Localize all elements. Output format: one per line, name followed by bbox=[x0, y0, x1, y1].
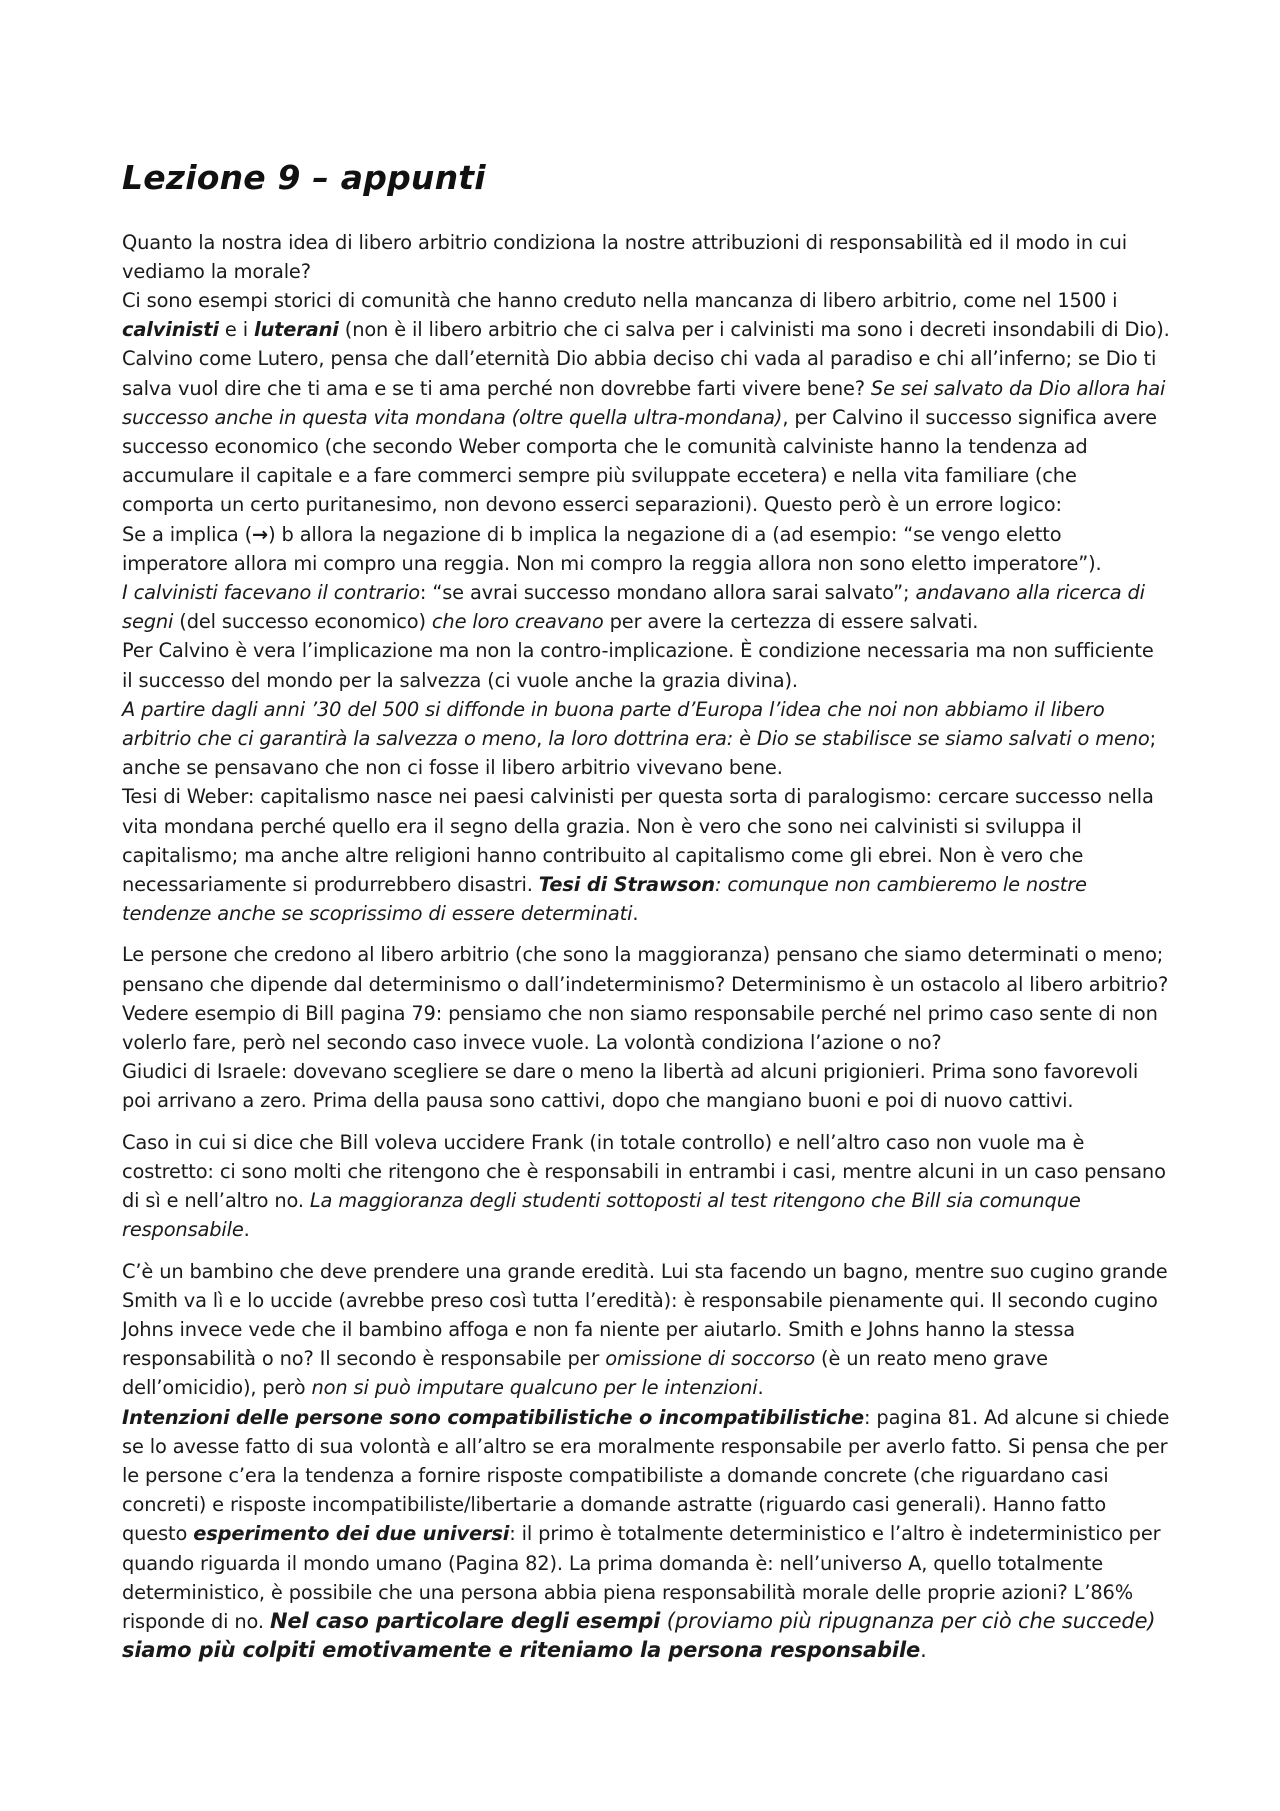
emphasis-caso-particolare: Nel caso particolare degli esempi bbox=[269, 1608, 661, 1633]
italic-run: non si può imputare qualcuno per le intenzioni bbox=[311, 1376, 758, 1400]
text-run: Caso in cui si dice che Bill voleva uccidere Frank (in totale controllo) e nell’altro caso non vuole ma è costretto: ci sono molti che ritengono che è responsabili in entrambi i casi, mentre alcuni in un caso pensano di sì e nell’altro no. bbox=[122, 1130, 1166, 1213]
text-run: : pagina 81. Ad alcune si chiede se lo avesse fatto di sua volontà e all’altro se era moralmente responsabile per averlo fatto. Si pensa che per le persone c’era la tendenza a fornire risposte compatibiliste a domande concrete (che riguardano casi concreti) e risposte incompatibiliste/libertarie a domande astratte (riguardo casi generali). Hanno fatto questo bbox=[122, 1405, 1170, 1546]
text-run: Per Calvino è vera l’implicazione ma non la contro-implicazione. È condizione necessaria ma non sufficiente il successo del mondo per la salvezza (ci vuole anche la grazia divina). bbox=[122, 639, 1154, 692]
text-run: : il primo è totalmente deterministico e l’altro è indeterministico per quando riguarda il mondo umano (Pagina 82). La prima domanda è: nell’universo A, quello totalmente deterministico, è possibile che una persona abbia piena responsabilità morale delle proprie azioni? L’86% risponde di no. bbox=[122, 1522, 1161, 1633]
emphasis-luterani: luterani bbox=[253, 318, 339, 342]
paragraph-two-universes bbox=[122, 1257, 1170, 1666]
text-run: e i bbox=[218, 318, 254, 342]
emphasis-strawson: Tesi di Strawson bbox=[538, 873, 715, 897]
emphasis-esperimento: esperimento dei due universi bbox=[193, 1522, 510, 1546]
paragraph-calvinism bbox=[122, 228, 1170, 929]
italic-run: omissione di soccorso bbox=[605, 1347, 816, 1371]
text-run: (non è il libero arbitrio che ci salva per i calvinisti ma sono i decreti insondabili di Dio). bbox=[338, 318, 1170, 342]
italic-run: andavano alla ricerca di segni bbox=[122, 581, 1145, 634]
text-run: . bbox=[920, 1638, 927, 1663]
paragraph-free-will bbox=[122, 940, 1170, 1115]
text-run: ; anche se pensavano che non ci fosse il libero arbitrio vivevano bene. bbox=[122, 727, 1156, 780]
text-run: Le persone che credono al libero arbitrio (che sono la maggioranza) pensano che siamo determinati o meno; pensano che dipende dal determinismo o dall’indeterminismo? Determinismo è un ostacolo al libero arbitrio? Vedere esempio di Bill pagina 79: pensiamo che non siamo responsabile perché nel primo caso sente di non volerlo fare, però nel secondo caso invece vuole. La volontà condiziona l’azione o no? bbox=[122, 943, 1169, 1055]
text-run: . bbox=[757, 1376, 764, 1400]
text-run: , per Calvino il successo significa avere successo economico (che secondo Weber comporta che le comunità calviniste hanno la tendenza ad accumulare il capitale e a fare commerci sempre più sviluppate eccetera) e nella vita familiare (che comporta un certo puritanesimo, non devono esserci separazioni). Questo però è un errore logico: bbox=[122, 405, 1157, 517]
text-run: Giudici di Israele: dovevano scegliere se dare o meno la libertà ad alcuni prigionieri. Prima sono favorevoli poi arrivano a zero. Prima della pausa sono cattivi, dopo che mangiano buoni e poi di nuovo cattivi. bbox=[122, 1060, 1139, 1113]
text-run: Calvino come Lutero, pensa che dall’eternità Dio abbia deciso chi vada al paradiso e chi all’inferno; se Dio ti salva vuol dire che ti ama e se ti ama perché non dovrebbe farti vivere bene? bbox=[122, 347, 1157, 400]
text-run: (è un reato meno grave dell’omicidio), però bbox=[122, 1347, 1048, 1400]
text-run: C’è un bambino che deve prendere una grande eredità. Lui sta facendo un bagno, mentre suo cugino grande Smith va lì e lo uccide (avrebbe preso così tutta l’eredità): è responsabile pienamente qui. Il secondo cugino Johns invece vede che il bambino affoga e non fa niente per aiutarlo. Smith e Johns hanno la stessa responsabilità o no? Il secondo è responsabile per bbox=[122, 1259, 1168, 1371]
emphasis-intenzioni: Intenzioni delle persone sono compatibilistiche o incompatibilistiche bbox=[122, 1405, 865, 1429]
paragraph-bill-frank bbox=[122, 1128, 1170, 1245]
page-title: Lezione 9 – appunti bbox=[122, 158, 486, 197]
emphasis-conclusion: siamo più colpiti emotivamente e riteniamo la persona responsabile bbox=[122, 1638, 921, 1663]
italic-run: che loro creavano bbox=[431, 610, 604, 634]
text-run: Quanto la nostra idea di libero arbitrio condiziona la nostre attribuzioni di responsabilità ed il modo in cui vediamo la morale? bbox=[122, 230, 1127, 283]
text-run: per avere la certezza di essere salvati. bbox=[603, 610, 979, 634]
text-run: Tesi di Weber: capitalismo nasce nei paesi calvinisti per questa sorta di paralogismo: cercare successo nella vita mondana perché quello era il segno della grazia. Non è vero che sono nei calvinisti si sviluppa il capitalismo; ma anche altre religioni hanno contribuito al capitalismo come gli ebrei. Non è vero che necessariamente si produrrebbero disastri. bbox=[122, 785, 1154, 897]
text-run: Ci sono esempi storici di comunità che hanno creduto nella mancanza di libero arbitrio, come nel 1500 i bbox=[122, 289, 1118, 312]
text-run: : “se avrai successo mondano allora sarai salvato”; bbox=[419, 581, 916, 605]
italic-run: La maggioranza degli studenti sottoposti al test ritengono che Bill sia comunque responsabile bbox=[122, 1189, 1081, 1242]
text-run: , bbox=[536, 727, 549, 751]
text-run: Se a implica ( bbox=[122, 522, 252, 546]
text-run: (del successo economico) bbox=[173, 610, 432, 634]
text-run: . bbox=[632, 902, 639, 926]
italic-run: la loro dottrina era: è Dio se stabilisce se siamo salvati o meno bbox=[548, 727, 1150, 751]
text-run: ) b allora la negazione di b implica la negazione di a (ad esempio: “se vengo eletto imperatore allora mi compro una reggia. Non mi compro la reggia allora non sono eletto imperatore”). bbox=[122, 522, 1102, 575]
italic-run: A partire dagli anni ’30 del 500 si diffonde in buona parte d’Europa l’idea che noi non abbiamo il libero arbitrio che ci garantirà la salvezza o meno bbox=[122, 697, 1105, 751]
italic-run: I calvinisti facevano il contrario bbox=[122, 581, 420, 605]
italic-run: (proviamo più ripugnanza per ciò che succede) bbox=[660, 1608, 1156, 1633]
italic-run: Se sei salvato da Dio allora hai successo anche in questa vita mondana (oltre quella ultra-mondana) bbox=[122, 376, 1166, 429]
italic-run: : comunque non cambieremo le nostre tendenze anche se scoprissimo di essere determinati bbox=[122, 873, 1087, 926]
arrow-icon: → bbox=[251, 522, 269, 546]
text-run: . bbox=[243, 1218, 250, 1242]
emphasis-calvinisti: calvinisti bbox=[122, 318, 219, 342]
